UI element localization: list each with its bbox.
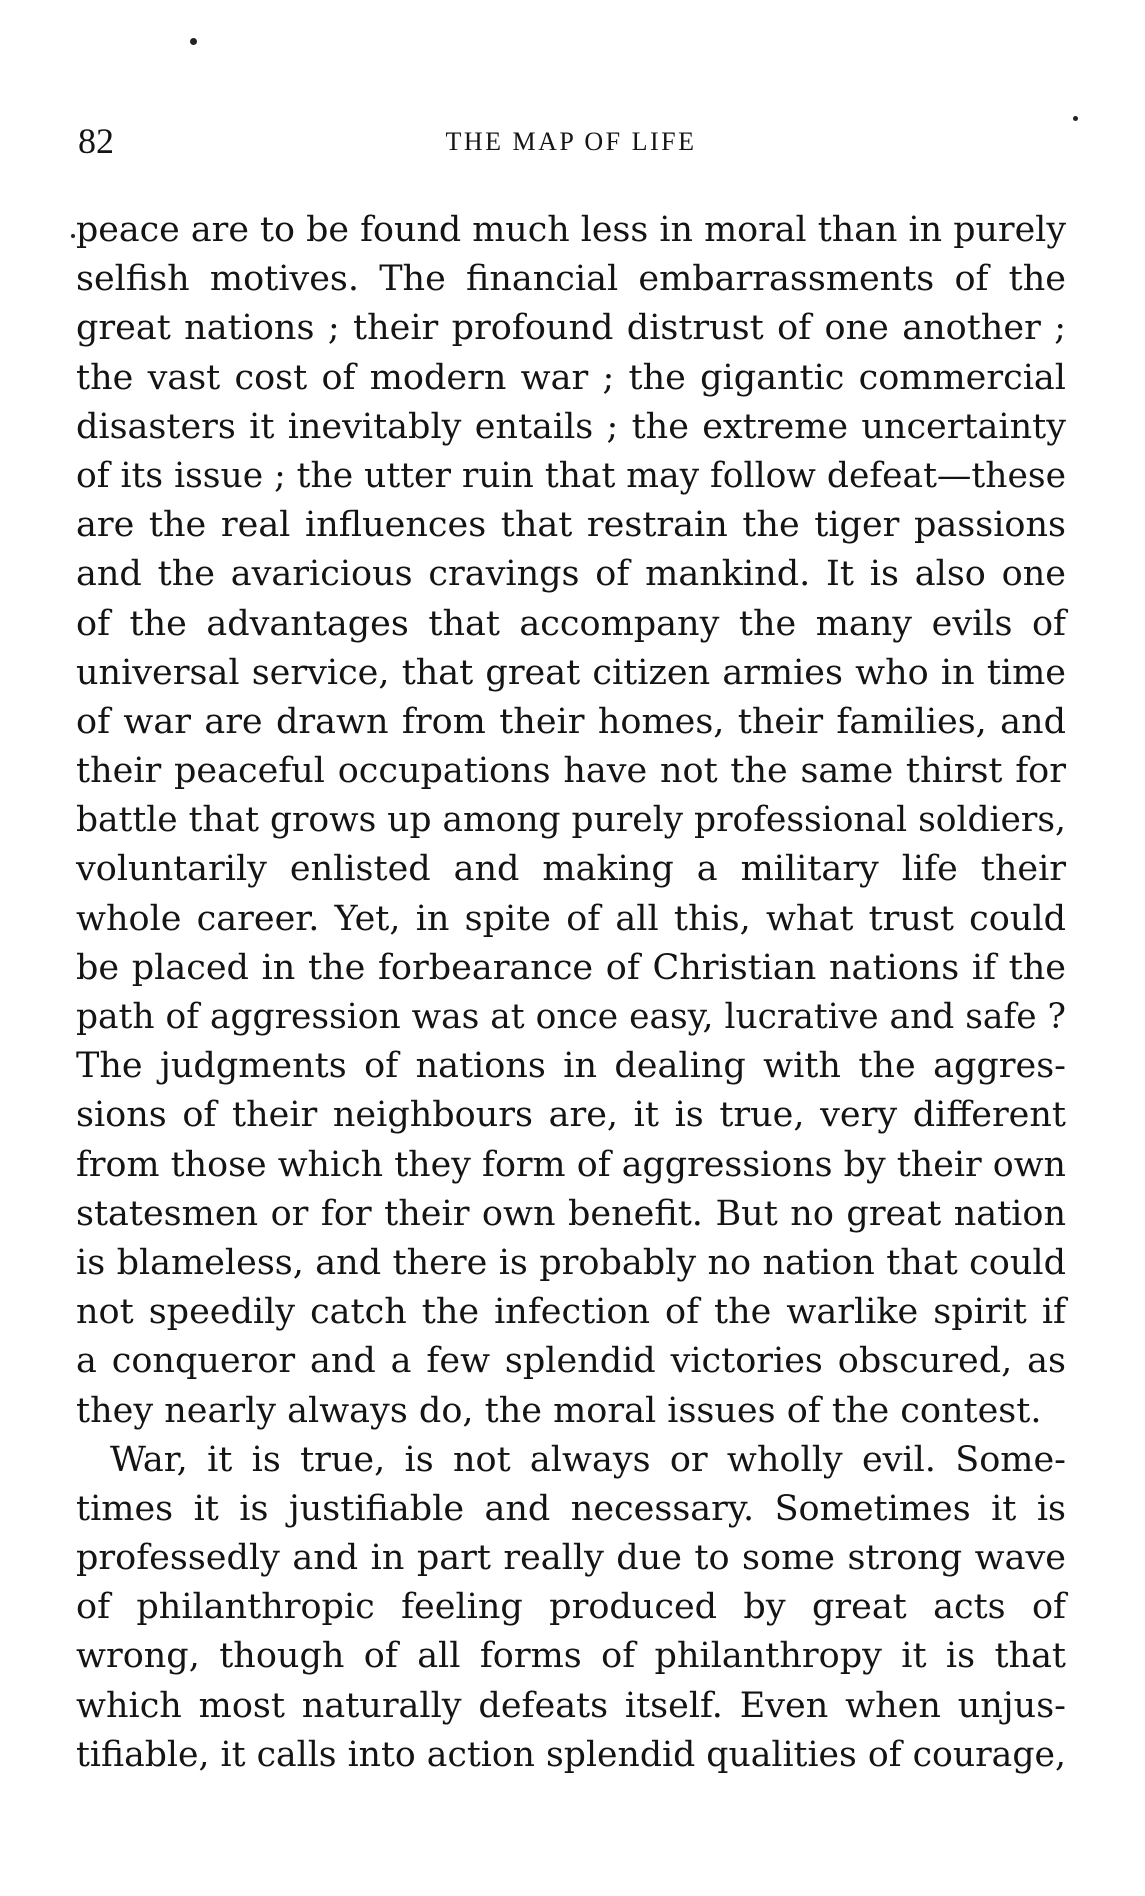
text-line: The judgments of nations in dealing with the aggres- <box>76 1046 1066 1087</box>
text-line: are the real influences that restrain the tiger passions <box>76 505 1066 546</box>
text-line: from those which they form of aggressions by their own <box>76 1144 1066 1185</box>
text-line: tifiable, it calls into action splendid qualities of courage, <box>76 1734 1066 1775</box>
text-line: statesmen or for their own benefit. But no great nation <box>76 1193 1066 1234</box>
ink-speck <box>71 234 75 238</box>
text-line: selfish motives. The financial embarrassments of the <box>76 259 1066 300</box>
text-line: be placed in the forbearance of Christian nations if the <box>76 947 1066 988</box>
text-line: sions of their neighbours are, it is true, very different <box>76 1095 1066 1136</box>
text-line: they nearly always do, the moral issues of the contest. <box>76 1390 1042 1431</box>
text-line: a conqueror and a few splendid victories obscured, as <box>76 1341 1066 1382</box>
ink-speck <box>190 38 197 45</box>
page-header <box>78 116 1064 166</box>
text-line: great nations ; their profound distrust of one another ; <box>76 308 1066 349</box>
body-text <box>76 206 1066 1780</box>
paragraph-1 <box>76 206 1066 1436</box>
text-line: path of aggression was at once easy, lucrative and safe ? <box>76 997 1066 1037</box>
ink-speck <box>1073 116 1078 121</box>
text-line: not speedily catch the infection of the warlike spirit if <box>76 1292 1066 1333</box>
text-line: voluntarily enlisted and making a military life their <box>76 849 1066 890</box>
text-line: peace are to be found much less in moral than in purely <box>76 210 1066 250</box>
text-line: battle that grows up among purely professional soldiers, <box>76 800 1066 841</box>
text-line: disasters it inevitably entails ; the extreme uncertainty <box>76 406 1066 447</box>
text-line: which most naturally defeats itself. Even when unjus- <box>76 1685 1066 1726</box>
text-line: War, it is true, is not always or wholly evil. Some- <box>110 1439 1066 1480</box>
text-line: and the avaricious cravings of mankind. It is also one <box>76 554 1066 595</box>
text-line: whole career. Yet, in spite of all this, what trust could <box>76 898 1066 939</box>
text-line: times it is justifiable and necessary. Sometimes it is <box>76 1488 1066 1529</box>
text-line: universal service, that great citizen armies who in time <box>76 652 1066 693</box>
text-line: of philanthropic feeling produced by great acts of <box>76 1587 1066 1628</box>
text-line: wrong, though of all forms of philanthropy it is that <box>76 1636 1066 1677</box>
running-head: THE MAP OF LIFE <box>445 127 697 156</box>
paragraph-2 <box>76 1436 1066 1780</box>
text-line: of its issue ; the utter ruin that may follow defeat—these <box>76 455 1066 496</box>
text-line: of the advantages that accompany the many evils of <box>76 603 1066 644</box>
text-line: the vast cost of modern war ; the gigantic commercial <box>76 357 1066 398</box>
text-line: professedly and in part really due to some strong wave <box>76 1538 1066 1579</box>
text-line: of war are drawn from their homes, their families, and <box>76 701 1066 742</box>
text-line: their peaceful occupations have not the same thirst for <box>76 751 1066 792</box>
page-number: 82 <box>78 121 114 161</box>
text-line: is blameless, and there is probably no nation that could <box>76 1242 1066 1283</box>
